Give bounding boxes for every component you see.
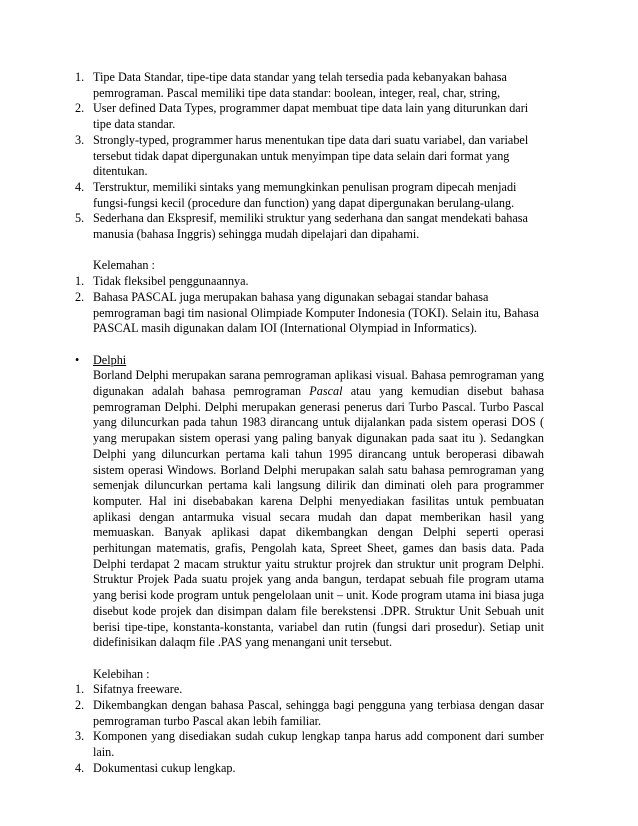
list-number: 3. (75, 729, 85, 744)
list-text: Bahasa PASCAL juga merupakan bahasa yang digunakan sebagai standar bahasa pemrograman bagi tim nasional Olimpiade Komputer Indonesia (TOKI). Selain itu, Bahasa PASCAL masih digunakan dalam IOI (International Olympiad in Informatics). (93, 289, 539, 336)
delphi-title: Delphi (93, 352, 127, 367)
list-number: 3. (75, 132, 85, 147)
list-item (75, 101, 544, 132)
list-item (75, 211, 544, 242)
paragraph-emphasis: Pascal (309, 384, 343, 399)
list-text: User defined Data Types, programmer dapat membuat tipe data lain yang diturunkan dari tipe data standar. (93, 101, 529, 132)
list-item (75, 180, 544, 211)
list-number: 2. (75, 101, 85, 116)
kelemahan-heading: Kelemahan : (93, 258, 155, 273)
delphi-section (75, 353, 544, 651)
list-item (75, 290, 544, 337)
weakness-list (75, 274, 544, 337)
spacer (75, 243, 544, 259)
delphi-paragraph (93, 368, 544, 651)
list-text: Sederhana dan Ekspresif, memiliki struktur yang sederhana dan sangat mendekati bahasa manusia (bahasa Inggris) sehingga mudah dipelajari dan dipahami. (93, 211, 528, 242)
list-item (75, 70, 544, 101)
paragraph-text: atau yang kemudian disebut bahasa pemrograman Delphi. Delphi merupakan generasi penerus dari Turbo Pascal. Turbo Pascal yang diluncurkan pada tahun 1983 dirancang untuk dijalankan pada sistem operasi DOS ( yang merupakan sistem operasi yang paling banyak digunakan pada saat itu ). Sedangkan Delphi yang diluncurkan pertama kali tahun 1995 dirancang untuk beroperasi dibawah sistem operasi Windows. Borland Delphi merupakan salah satu bahasa pemrograman yang semenjak diluncurkan pertama kali langsung dilirik dan diminati oleh para programmer komputer. Hal ini disebabakan karena Delphi menyediakan fasilitas untuk pembuatan aplikasi dengan antarmuka visual secara mudah dan dapat memberikan hasil yang memuaskan. Banyak aplikasi dapat dikembangkan dengan Delphi seperti operasi perhitungan matematis, grafis, Pengolah kata, Spreet Sheet, games dan basis data. Pada Delphi terdapat 2 macam struktur yaitu struktur projrek dan struktur unit program Delphi. Struktur Projek Pada suatu projek yang anda bangun, terdapat sebuah file program utama yang berisi kode program untuk pengelolaan unit – unit. Kode program utama ini biasa juga disebut kode projek dan disimpan dalam file berekstensi .DPR. Struktur Unit Sebuah unit berisi tipe-tipe, konstanta-konstanta, variabel dan rutin (fungsi dari prosedur). Setiap unit didefinisikan dalaqm file .PAS yang menangani unit tersebut. (93, 384, 544, 650)
list-text: Komponen yang disediakan sudah cukup lengkap tanpa harus add component dari sumber lain. (93, 729, 544, 760)
list-text: Tidak fleksibel penggunaannya. (93, 274, 249, 289)
kelebihan-heading: Kelebihan : (93, 666, 150, 681)
list-number: 5. (75, 211, 85, 226)
advantages-list (75, 682, 544, 776)
list-text: Terstruktur, memiliki sintaks yang memungkinkan penulisan program dipecah menjadi fungsi-fungsi kecil (procedure dan function) yang dapat dipergunakan berulang-ulang. (93, 179, 517, 210)
list-text: Tipe Data Standar, tipe-tipe data standar yang telah tersedia pada kebanyakan bahasa pemrograman. Pascal memiliki tipe data standar: boolean, integer, real, char, string, (93, 70, 507, 100)
list-number: 1. (75, 274, 85, 289)
list-item (75, 133, 544, 180)
paragraph-text: Borland Delphi merupakan sarana pemrograman aplikasi visual. Bahasa pemrograman yang digunakan adalah bahasa pemrograman (93, 368, 544, 399)
list-number: 4. (75, 760, 85, 775)
list-number: 1. (75, 70, 85, 84)
list-item (75, 274, 544, 290)
spacer (75, 651, 544, 667)
list-item (75, 761, 544, 777)
list-text: Strongly-typed, programmer harus menentukan tipe data dari suatu variabel, dan variabel tersebut tidak dapat dipergunakan untuk menyimpan tipe data selain dari format yang ditentukan. (93, 132, 529, 179)
list-item (75, 729, 544, 760)
list-number: 2. (75, 698, 85, 713)
list-text: Dokumentasi cukup lengkap. (93, 760, 236, 775)
list-number: 1. (75, 682, 85, 697)
list-item (75, 698, 544, 729)
list-number: 2. (75, 289, 85, 304)
features-list (75, 70, 544, 243)
list-text: Dikembangkan dengan bahasa Pascal, sehingga bagi pengguna yang terbiasa dengan dasar pemrograman turbo Pascal akan lebih familiar. (93, 698, 544, 728)
bullet-icon: • (75, 352, 80, 367)
list-text: Sifatnya freeware. (93, 682, 183, 697)
list-item (75, 682, 544, 698)
spacer (75, 337, 544, 353)
list-number: 4. (75, 179, 85, 194)
